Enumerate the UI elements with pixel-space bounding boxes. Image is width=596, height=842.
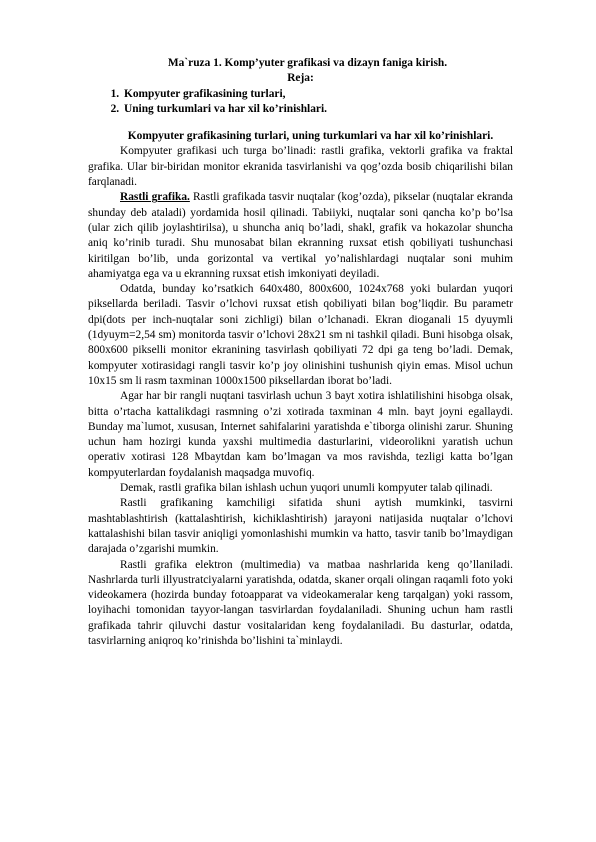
paragraph-drawback: Rastli grafikaning kamchiligi sifatida shuni aytish mumkinki, tasvirni mashtablashtirish (kattalashtirish, kichiklashtirish) jarayoni natijasida nuqtalar o’lchovi kattalashishi bilan tasvir aniqligi yomonlashishi mumkin va hatto, tasvir tanib bo’lmaydigan darajada o’zgarishi mumkin. [88,497,513,556]
raster-term: Rastli grafika. [120,191,190,204]
paragraph-memory: Agar har bir rangli nuqtani tasvirlash uchun 3 bayt xotira ishlatilishini hisobga olsak, bitta o’rtacha kattalikdagi rasmning o’zi xotirada taxminan 4 mln. bayt joyni egallaydi. Bunday ma`lumot, xususan, Internet sahifalarini yaratishda e`tiborga olinishi zarur. Shuning uchun ham hozirgi kunda yaxshi multimedia dasturlarini, videorolikni yaratish uchun operativ xotirasi 128 Mbaytdan kam bo’lmagan va mos ravishda, tezligi katta bo’lgan kompyuterlardan foydalanish maqsadga muvofiq. [88,390,513,479]
paragraph-text: Rastli grafikada tasvir nuqtalar (kog’ozda), pikselar (nuqtalar ekranda shunday deb ataladi) yordamida hosil qilinadi. Tabiiyki, nuqtalar soni qancha ko’p bo’lsa (ular zich qilib joylashtirilsa), u shuncha aniq bo’ladi, shakl, grafik va hokazolar shuncha aniq ko’rinib turadi. Shu munosabat bilan ekranning ruxsat etish qobiliyati tushunchasi kiritilgan bo’lib, unda gorizontal va vertikal yo’nalishlardagi nuqtalar soni muhim ahamiyatga ega va u ekranning ruxsat etish imkoniyati deyiladi. [88,191,513,280]
section-heading: Kompyuter grafikasining turlari, uning turkumlari va har xil ko’rinishlari. [127,130,494,143]
paragraph-performance: Demak, rastli grafika bilan ishlash uchun yuqori unumli kompyuter talab qilinadi. [120,482,493,495]
plan-list [88,87,513,118]
lecture-title: Ma`ruza 1. Komp’yuter grafikasi va dizayn faniga kirish. [167,57,448,69]
paragraph-intro: Kompyuter grafikasi uch turga bo’linadi: rastli grafika, vektorli grafika va fraktal grafika. Ular bir-biridan monitor ekranida tasvirlanishi va qog’ozda bosib chiqarilishi bilan farqlanadi. [88,145,513,189]
paragraph-resolution: Odatda, bunday ko’rsatkich 640x480, 800x600, 1024x768 yoki bulardan yuqori piksellarda beriladi. Tasvir o’lchovi ruxsat etish qobiliyati bilan bog’liqdir. Bu parametr dpi(dots per inch-nuqtalar soni zichligi) bilan o’lchanadi. Ekran dioganali 15 dyuymli (1dyuym=2,54 sm) monitorda tasvir o’lchovi 28x21 sm ni tashkil qiladi. Buni hisobga olsak, 800x600 pikselli monitor ekranining tasvirlash qobiliyati 72 dpi ga teng bo’ladi. Demak, kompyuter xotirasidagi rangli tasvir ko’p joy olinishini tushunish qiyin emas. Misol uchun 10x15 sm li rasm taxminan 1000x1500 piksellardan iborat bo’ladi. [88,283,513,387]
plan-label: Reja: [287,72,314,85]
plan-item: 2. Uning turkumlari va har xil ko’rinishlari. [122,102,513,117]
paragraph-usage: Rastli grafika elektron (multimedia) va matbaa nashrlarida keng qo’llaniladi. Nashrlarda turli illyustratciyalarni yaratishda, odatda, skaner orqali olingan raqamli foto yoki videokamera (hozirda bunday fotoapparat va videokameralar keng tarqalgan) yoki rassom, loyihachi tomonidan tayyor-langan tasvirlardan foydalaniladi. Shuning uchun ham rastli grafikada tahrir qiluvchi dastur vositalaridan keng foydalaniladi. Bu dasturlar, odatda, tasvirlarning aniqroq ko’rinishda bo’lishini ta`minlaydi. [88,558,513,647]
plan-item: 1. Kompyuter grafikasining turlari, [122,87,513,102]
paragraph-raster-definition [88,190,513,282]
